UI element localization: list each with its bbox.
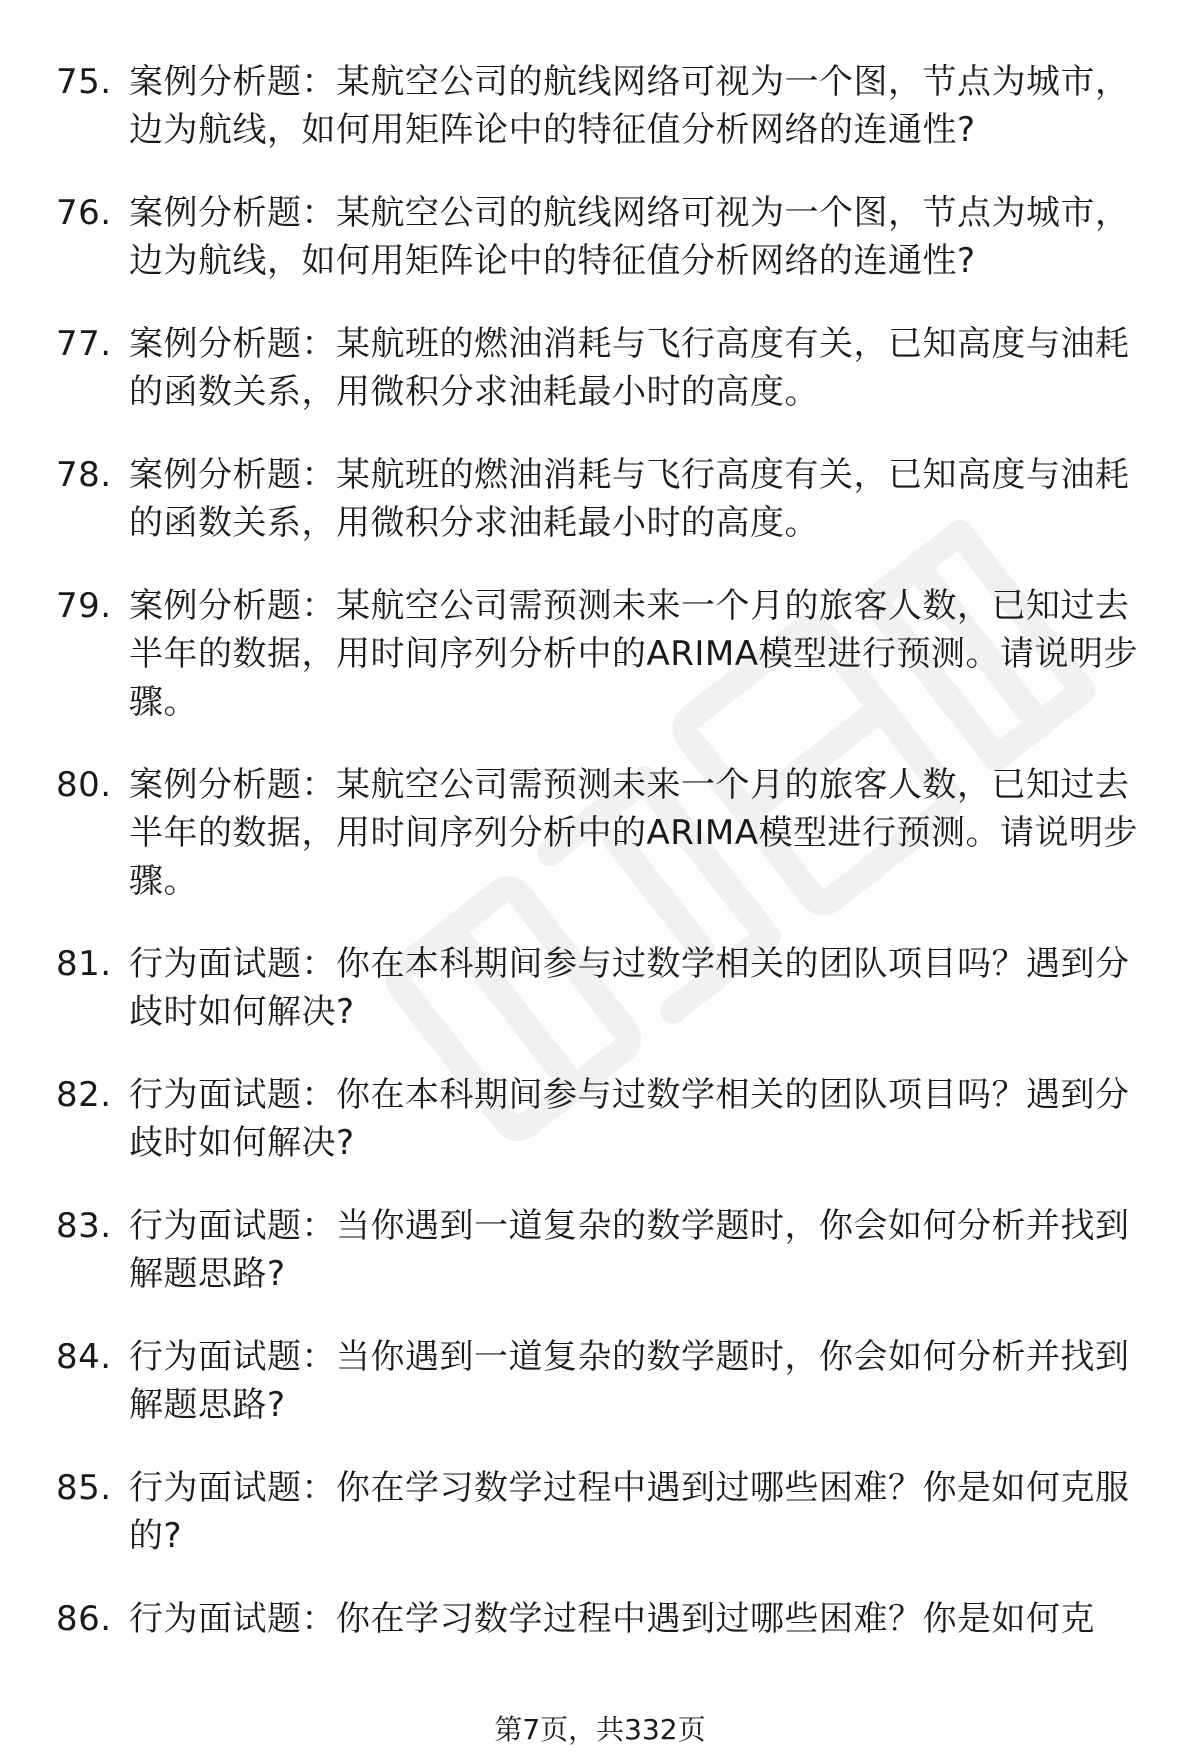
question-text: 行为面试题：当你遇到一道复杂的数学题时，你会如何分析并找到解题思路? — [129, 1206, 1130, 1294]
question-list — [56, 58, 1156, 1678]
question-text: 行为面试题：你在学习数学过程中遇到过哪些困难？你是如何克服的? — [129, 1468, 1130, 1556]
question-number: 83. — [56, 1206, 112, 1246]
list-item — [56, 189, 1156, 285]
question-text: 案例分析题：某航空公司需预测未来一个月的旅客人数，已知过去半年的数据，用时间序列分析中的ARIMA模型进行预测。请说明步骤。 — [129, 586, 1139, 722]
question-number: 82. — [56, 1075, 112, 1115]
question-text: 案例分析题：某航班的燃油消耗与飞行高度有关，已知高度与油耗的函数关系，用微积分求油耗最小时的高度。 — [129, 324, 1130, 412]
question-text: 案例分析题：某航空公司的航线网络可视为一个图，节点为城市，边为航线，如何用矩阵论中的特征值分析网络的连通性? — [129, 62, 1130, 150]
question-text: 案例分析题：某航空公司需预测未来一个月的旅客人数，已知过去半年的数据，用时间序列分析中的ARIMA模型进行预测。请说明步骤。 — [129, 765, 1139, 901]
question-text: 案例分析题：某航空公司的航线网络可视为一个图，节点为城市，边为航线，如何用矩阵论中的特征值分析网络的连通性? — [129, 193, 1130, 281]
list-item — [56, 1464, 1156, 1560]
list-item — [56, 1202, 1156, 1298]
question-number: 75. — [56, 62, 112, 102]
question-number: 80. — [56, 765, 112, 805]
list-item — [56, 1071, 1156, 1167]
list-item — [56, 451, 1156, 547]
question-number: 79. — [56, 586, 112, 626]
question-text: 行为面试题：你在本科期间参与过数学相关的团队项目吗？遇到分歧时如何解决? — [129, 1075, 1130, 1163]
list-item — [56, 1333, 1156, 1429]
question-text: 案例分析题：某航班的燃油消耗与飞行高度有关，已知高度与油耗的函数关系，用微积分求油耗最小时的高度。 — [129, 455, 1130, 543]
question-number: 77. — [56, 324, 112, 364]
list-item — [56, 58, 1156, 154]
page-number-footer: 第7页，共332页 — [494, 1713, 706, 1746]
question-text: 行为面试题：你在本科期间参与过数学相关的团队项目吗？遇到分歧时如何解决? — [129, 944, 1130, 1032]
question-number: 78. — [56, 455, 112, 495]
question-number: 84. — [56, 1337, 112, 1377]
list-item — [56, 320, 1156, 416]
question-number: 76. — [56, 193, 112, 233]
list-item — [56, 1595, 1156, 1643]
question-number: 81. — [56, 944, 112, 984]
list-item — [56, 761, 1156, 905]
list-item — [56, 940, 1156, 1036]
list-item — [56, 582, 1156, 726]
question-number: 86. — [56, 1599, 112, 1639]
question-text: 行为面试题：当你遇到一道复杂的数学题时，你会如何分析并找到解题思路? — [129, 1337, 1130, 1425]
question-text: 行为面试题：你在学习数学过程中遇到过哪些困难？你是如何克 — [129, 1599, 1095, 1639]
question-number: 85. — [56, 1468, 112, 1508]
